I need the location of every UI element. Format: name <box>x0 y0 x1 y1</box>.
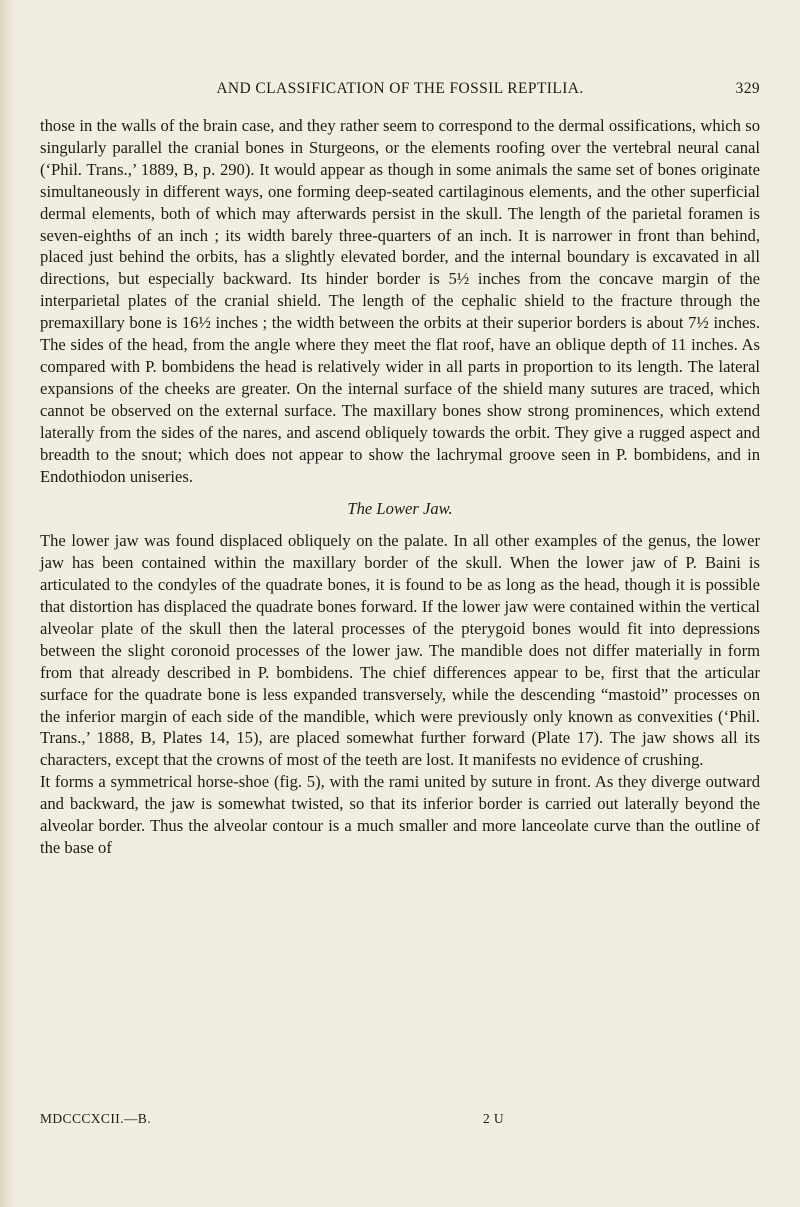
sheet-mark: 2 U <box>483 1111 505 1126</box>
running-title: AND CLASSIFICATION OF THE FOSSIL REPTILIA. <box>216 80 584 97</box>
body-text <box>40 115 760 859</box>
paragraph: It forms a symmetrical horse-shoe (fig. 5), with the rami united by suture in front. As they diverge outward and backward, the jaw is somewhat twisted, so that its inferior border is carried out laterally beyond the alveolar border. Thus the alveolar contour is a much smaller and more lanceolate curve than the outline of the base of <box>40 772 760 857</box>
page-edge-shadow <box>0 0 14 1207</box>
page-number: 329 <box>735 80 760 97</box>
section-heading: The Lower Jaw. <box>347 499 453 519</box>
paragraph: The lower jaw was found displaced obliquely on the palate. In all other examples of the genus, the lower jaw has been contained within the maxillary border of the skull. When the lower jaw of P. Baini is articulated to the condyles of the quadrate bones, it is found to be as long as the head, though it is possible that distortion has displaced the quadrate bones forward. If the lower jaw were contained within the vertical alveolar plate of the skull then the lateral processes of the pterygoid bones would fit into depressions between the slight coronoid processes of the lower jaw. The mandible does not differ materially in form from that already described in P. bombidens. The chief differences appear to be, first that the articular surface for the quadrate bone is less expanded transversely, while the descending “mastoid” processes on the inferior margin of each side of the mandible, which were previously only known as convexities (‘Phil. Trans.,’ 1888, B, Plates 14, 15), are placed somewhat further forward (Plate 17). The jaw shows all its characters, except that the crowns of most of the teeth are lost. It manifests no evidence of crushing. <box>40 531 760 770</box>
signature-mark: MDCCCXCII.—B. <box>40 1111 151 1126</box>
paragraph: those in the walls of the brain case, and they rather seem to correspond to the dermal ossifications, which so singularly parallel the cranial bones in Sturgeons, or the elements roofing over the vertebral neural canal (‘Phil. Trans.,’ 1889, B, p. 290). It would appear as though in some animals the same set of bones originate simultaneously in different ways, one forming deep-seated cartilaginous elements, and the other superficial dermal elements, both of which may afterwards persist in the skull. The length of the parietal foramen is seven-eighths of an inch ; its width barely three-quarters of an inch. It is narrower in front than behind, placed just behind the orbits, has a slightly elevated border, and the internal boundary is excavated in all directions, but especially backward. Its hinder border is 5½ inches from the concave margin of the interparietal plates of the cranial shield. The length of the cephalic shield to the fracture through the premaxillary bone is 16½ inches ; the width between the orbits at their superior borders is about 7½ inches. The sides of the head, from the angle where they meet the flat roof, have an oblique depth of 11 inches. As compared with P. bombidens the head is relatively wider in all parts in proportion to its length. The lateral expansions of the cheeks are greater. On the internal surface of the shield many sutures are traced, which cannot be observed on the external surface. The maxillary bones show strong prominences, which extend laterally from the sides of the nares, and ascend obliquely towards the orbit. They give a rugged aspect and breadth to the snout; which does not appear to show the lachrymal groove seen in P. bombidens, and in Endothiodon uniseries. <box>40 116 760 486</box>
